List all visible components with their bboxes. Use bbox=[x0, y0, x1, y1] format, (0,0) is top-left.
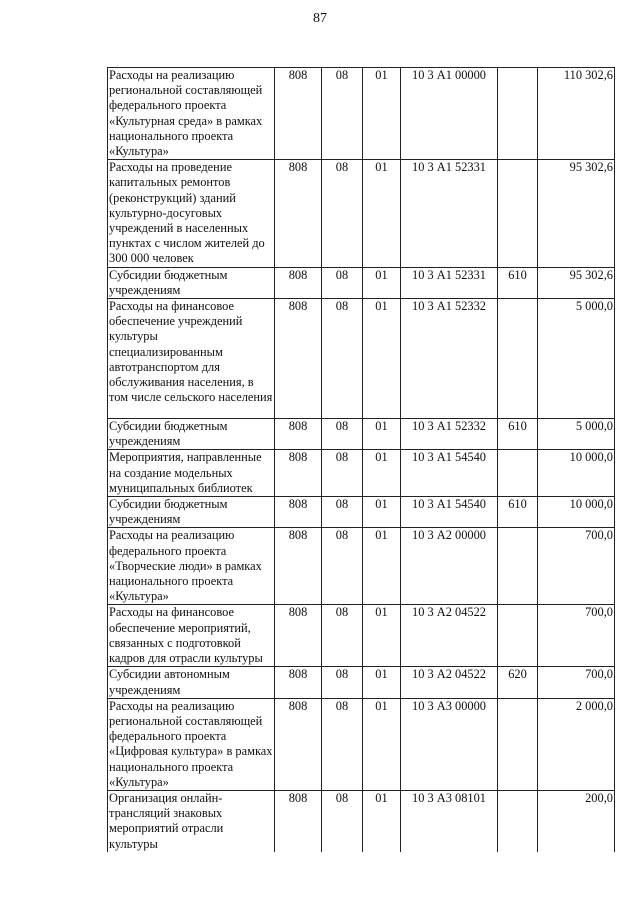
expense-type-cell: 610 bbox=[498, 267, 538, 298]
target-article-cell: 10 3 А1 52332 bbox=[401, 299, 498, 419]
expense-type-cell bbox=[498, 160, 538, 267]
expense-name-cell: Субсидии бюджетным учреждениям bbox=[108, 497, 275, 528]
ministry-code-cell: 808 bbox=[275, 605, 322, 667]
expense-type-cell bbox=[498, 605, 538, 667]
table-row bbox=[108, 497, 615, 528]
section-code-cell: 08 bbox=[322, 667, 363, 698]
ministry-code-cell: 808 bbox=[275, 160, 322, 267]
expense-name-cell: Расходы на проведение капитальных ремонтов (реконструкций) зданий культурно-досуговых учреждений в населенных пунктах с числом жителей до 300 000 человек bbox=[108, 160, 275, 267]
section-code-cell: 08 bbox=[322, 605, 363, 667]
target-article-cell: 10 3 А3 00000 bbox=[401, 698, 498, 790]
amount-cell: 5 000,0 bbox=[538, 299, 615, 419]
subsection-code-cell: 01 bbox=[363, 605, 401, 667]
section-code-cell: 08 bbox=[322, 790, 363, 852]
subsection-code-cell: 01 bbox=[363, 450, 401, 497]
expense-name-cell: Субсидии бюджетным учреждениям bbox=[108, 419, 275, 450]
amount-cell: 200,0 bbox=[538, 790, 615, 852]
target-article-cell: 10 3 А1 52332 bbox=[401, 419, 498, 450]
subsection-code-cell: 01 bbox=[363, 698, 401, 790]
table-row bbox=[108, 790, 615, 852]
ministry-code-cell: 808 bbox=[275, 419, 322, 450]
expense-name-cell: Расходы на реализацию федерального проекта «Творческие люди» в рамках национального проекта «Культура» bbox=[108, 528, 275, 605]
expense-type-cell bbox=[498, 790, 538, 852]
expense-type-cell: 620 bbox=[498, 667, 538, 698]
subsection-code-cell: 01 bbox=[363, 68, 401, 160]
target-article-cell: 10 3 А2 00000 bbox=[401, 528, 498, 605]
section-code-cell: 08 bbox=[322, 267, 363, 298]
target-article-cell: 10 3 А1 00000 bbox=[401, 68, 498, 160]
amount-cell: 110 302,6 bbox=[538, 68, 615, 160]
target-article-cell: 10 3 А1 54540 bbox=[401, 497, 498, 528]
table-row bbox=[108, 267, 615, 298]
target-article-cell: 10 3 А1 52331 bbox=[401, 160, 498, 267]
expense-name-cell: Расходы на реализацию региональной составляющей федерального проекта «Культурная среда» в рамках национального проекта «Культура» bbox=[108, 68, 275, 160]
section-code-cell: 08 bbox=[322, 528, 363, 605]
expense-name-cell: Субсидии бюджетным учреждениям bbox=[108, 267, 275, 298]
ministry-code-cell: 808 bbox=[275, 68, 322, 160]
expense-name-cell: Мероприятия, направленные на создание модельных муниципальных библиотек bbox=[108, 450, 275, 497]
section-code-cell: 08 bbox=[322, 450, 363, 497]
expense-type-cell bbox=[498, 528, 538, 605]
table-row bbox=[108, 419, 615, 450]
section-code-cell: 08 bbox=[322, 497, 363, 528]
target-article-cell: 10 3 А1 52331 bbox=[401, 267, 498, 298]
ministry-code-cell: 808 bbox=[275, 790, 322, 852]
ministry-code-cell: 808 bbox=[275, 267, 322, 298]
expense-type-cell bbox=[498, 68, 538, 160]
amount-cell: 10 000,0 bbox=[538, 497, 615, 528]
amount-cell: 700,0 bbox=[538, 605, 615, 667]
subsection-code-cell: 01 bbox=[363, 299, 401, 419]
section-code-cell: 08 bbox=[322, 419, 363, 450]
ministry-code-cell: 808 bbox=[275, 299, 322, 419]
subsection-code-cell: 01 bbox=[363, 790, 401, 852]
section-code-cell: 08 bbox=[322, 160, 363, 267]
subsection-code-cell: 01 bbox=[363, 160, 401, 267]
table-row bbox=[108, 528, 615, 605]
subsection-code-cell: 01 bbox=[363, 419, 401, 450]
table-row bbox=[108, 299, 615, 419]
table-row bbox=[108, 667, 615, 698]
subsection-code-cell: 01 bbox=[363, 267, 401, 298]
expense-name-cell: Расходы на реализацию региональной составляющей федерального проекта «Цифровая культура» в рамках национального проекта «Культура» bbox=[108, 698, 275, 790]
table-row bbox=[108, 450, 615, 497]
target-article-cell: 10 3 А2 04522 bbox=[401, 605, 498, 667]
section-code-cell: 08 bbox=[322, 299, 363, 419]
expense-name-cell: Расходы на финансовое обеспечение мероприятий, связанных с подготовкой кадров для отрасли культуры bbox=[108, 605, 275, 667]
table-row bbox=[108, 698, 615, 790]
expense-name-cell: Организация онлайн-трансляций знаковых мероприятий отрасли культуры bbox=[108, 790, 275, 852]
expense-type-cell: 610 bbox=[498, 419, 538, 450]
target-article-cell: 10 3 А3 08101 bbox=[401, 790, 498, 852]
ministry-code-cell: 808 bbox=[275, 450, 322, 497]
table-row bbox=[108, 68, 615, 160]
page-number: 87 bbox=[313, 11, 327, 26]
target-article-cell: 10 3 А2 04522 bbox=[401, 667, 498, 698]
amount-cell: 95 302,6 bbox=[538, 267, 615, 298]
section-code-cell: 08 bbox=[322, 68, 363, 160]
expense-type-cell bbox=[498, 450, 538, 497]
amount-cell: 95 302,6 bbox=[538, 160, 615, 267]
amount-cell: 5 000,0 bbox=[538, 419, 615, 450]
subsection-code-cell: 01 bbox=[363, 528, 401, 605]
expense-name-cell: Расходы на финансовое обеспечение учреждений культуры специализированным автотранспортом для обслуживания населения, в том числе сельского населения bbox=[108, 299, 275, 419]
table-row bbox=[108, 605, 615, 667]
ministry-code-cell: 808 bbox=[275, 528, 322, 605]
ministry-code-cell: 808 bbox=[275, 497, 322, 528]
expense-type-cell bbox=[498, 698, 538, 790]
expense-type-cell: 610 bbox=[498, 497, 538, 528]
amount-cell: 700,0 bbox=[538, 528, 615, 605]
table-row bbox=[108, 160, 615, 267]
expense-name-cell: Субсидии автономным учреждениям bbox=[108, 667, 275, 698]
ministry-code-cell: 808 bbox=[275, 698, 322, 790]
section-code-cell: 08 bbox=[322, 698, 363, 790]
amount-cell: 10 000,0 bbox=[538, 450, 615, 497]
amount-cell: 2 000,0 bbox=[538, 698, 615, 790]
amount-cell: 700,0 bbox=[538, 667, 615, 698]
expense-type-cell bbox=[498, 299, 538, 419]
subsection-code-cell: 01 bbox=[363, 667, 401, 698]
ministry-code-cell: 808 bbox=[275, 667, 322, 698]
target-article-cell: 10 3 А1 54540 bbox=[401, 450, 498, 497]
budget-table bbox=[107, 67, 615, 852]
subsection-code-cell: 01 bbox=[363, 497, 401, 528]
